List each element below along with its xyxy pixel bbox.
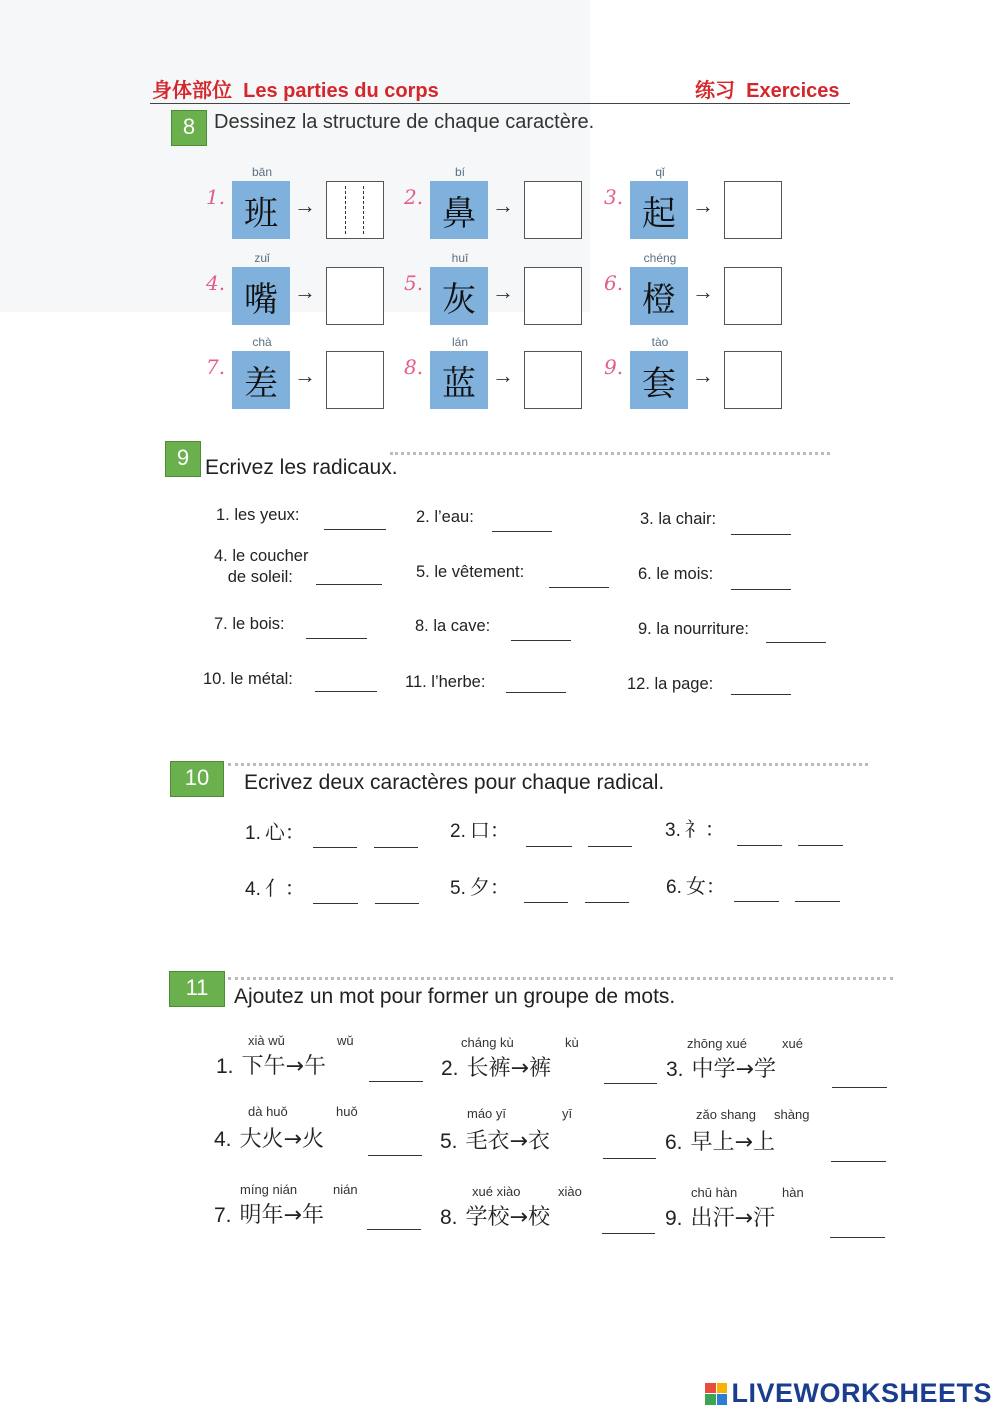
structure-item bbox=[404, 165, 594, 249]
answer-blank[interactable] bbox=[795, 901, 840, 902]
pinyin: máo yī bbox=[467, 1106, 507, 1121]
arrow-icon: → bbox=[692, 363, 714, 388]
word-transform: 大火→火 bbox=[239, 1127, 324, 1152]
radical-item bbox=[450, 871, 510, 900]
pinyin: tào bbox=[651, 335, 669, 349]
structure-item bbox=[404, 335, 594, 419]
answer-blank[interactable] bbox=[766, 642, 826, 643]
radical: 夕： bbox=[469, 875, 510, 899]
exercise-9-title: Ecrivez les radicaux. bbox=[205, 456, 398, 479]
logo-mark-icon bbox=[705, 1383, 727, 1405]
radical-item bbox=[666, 870, 726, 899]
answer-box[interactable] bbox=[724, 267, 782, 325]
item-number: 7. bbox=[206, 355, 226, 379]
item-number: 9. bbox=[604, 355, 624, 379]
answer-blank[interactable] bbox=[368, 1155, 422, 1156]
radical-question: 2. l’eau: bbox=[416, 508, 474, 526]
pinyin: hàn bbox=[782, 1185, 804, 1200]
word-item bbox=[666, 1052, 776, 1083]
pinyin: chéng bbox=[643, 251, 677, 265]
pinyin: shàng bbox=[774, 1107, 810, 1122]
word-item bbox=[440, 1200, 550, 1231]
radical: 心： bbox=[264, 820, 305, 844]
radical-question: 5. le vêtement: bbox=[416, 563, 525, 581]
pinyin: huī bbox=[451, 251, 469, 265]
item-number: 1. bbox=[245, 823, 261, 844]
header-divider bbox=[150, 103, 850, 104]
answer-box[interactable] bbox=[326, 267, 384, 325]
word-transform: 长裤→裤 bbox=[466, 1056, 551, 1081]
arrow-icon: → bbox=[294, 279, 316, 304]
item-number: 8. bbox=[440, 1206, 458, 1229]
pinyin: chà bbox=[252, 335, 272, 349]
exercise-11-badge: 11 bbox=[169, 971, 225, 1007]
answer-blank[interactable] bbox=[369, 1081, 423, 1082]
word-item bbox=[440, 1124, 550, 1155]
character-box: 套 bbox=[630, 351, 688, 409]
item-number: 7. bbox=[214, 1204, 232, 1227]
pinyin: bí bbox=[454, 165, 465, 179]
exercise-8-badge: 8 bbox=[171, 110, 207, 146]
structure-item bbox=[206, 165, 396, 249]
answer-blank[interactable] bbox=[831, 1161, 886, 1162]
radical-question: 11. l’herbe: bbox=[405, 673, 486, 691]
item-number: 1. bbox=[216, 1055, 234, 1078]
pinyin: kù bbox=[565, 1035, 579, 1050]
character-box: 橙 bbox=[630, 267, 688, 325]
page-title: 身体部位 Les parties du corps bbox=[152, 80, 439, 102]
answer-blank[interactable] bbox=[315, 691, 377, 692]
dotted-divider bbox=[228, 977, 893, 980]
radical-question: 7. le bois: bbox=[214, 615, 285, 633]
logo-text: LIVEWORKSHEETS bbox=[731, 1378, 992, 1408]
liveworksheets-logo bbox=[705, 1378, 992, 1409]
radical-item bbox=[450, 814, 510, 843]
pinyin: xiào bbox=[558, 1184, 582, 1199]
pinyin: xià wǔ bbox=[248, 1033, 285, 1048]
character-box: 鼻 bbox=[430, 181, 488, 239]
answer-box[interactable] bbox=[524, 351, 582, 409]
answer-blank[interactable] bbox=[588, 846, 632, 847]
radical: 口： bbox=[469, 818, 510, 842]
item-number: 4. bbox=[206, 271, 226, 295]
word-transform: 早上→上 bbox=[690, 1130, 775, 1155]
exercise-11-title: Ajoutez un mot pour former un groupe de mots. bbox=[234, 985, 676, 1008]
answer-blank[interactable] bbox=[313, 903, 358, 904]
arrow-icon: → bbox=[294, 363, 316, 388]
radical-question: 3. la chair: bbox=[640, 510, 717, 528]
answer-blank[interactable] bbox=[374, 847, 418, 848]
answer-blank[interactable] bbox=[306, 638, 367, 639]
item-number: 3. bbox=[665, 820, 681, 841]
answer-blank[interactable] bbox=[375, 903, 419, 904]
pinyin: zuǐ bbox=[254, 251, 270, 265]
structure-item bbox=[604, 335, 794, 419]
pinyin: huǒ bbox=[336, 1104, 358, 1119]
arrow-icon: → bbox=[492, 279, 514, 304]
radical-question: 9. la nourriture: bbox=[638, 620, 749, 638]
answer-blank[interactable] bbox=[830, 1237, 885, 1238]
dotted-divider bbox=[390, 452, 830, 455]
answer-box[interactable] bbox=[326, 181, 384, 239]
item-number: 5. bbox=[440, 1130, 458, 1153]
arrow-icon: → bbox=[294, 193, 316, 218]
pinyin: bān bbox=[251, 165, 273, 179]
exercise-10-title: Ecrivez deux caractères pour chaque radical. bbox=[244, 771, 665, 794]
answer-blank[interactable] bbox=[506, 692, 566, 693]
word-transform: 中学→学 bbox=[691, 1057, 776, 1082]
answer-blank[interactable] bbox=[734, 901, 779, 902]
structure-item bbox=[604, 251, 794, 335]
character-box: 灰 bbox=[430, 267, 488, 325]
dashed-guide bbox=[345, 186, 346, 234]
arrow-icon: → bbox=[492, 363, 514, 388]
dashed-guide bbox=[363, 186, 364, 234]
page-subtitle: 练习 Exercices bbox=[695, 80, 840, 102]
radical-question: 10. le métal: bbox=[203, 670, 293, 688]
structure-item bbox=[404, 251, 594, 335]
item-number: 6. bbox=[666, 877, 682, 898]
answer-blank[interactable] bbox=[604, 1083, 657, 1084]
word-item bbox=[214, 1198, 324, 1229]
answer-box[interactable] bbox=[724, 351, 782, 409]
answer-blank[interactable] bbox=[367, 1229, 421, 1230]
answer-blank[interactable] bbox=[324, 529, 386, 530]
pinyin: xué xiào bbox=[472, 1184, 521, 1199]
item-number: 4. bbox=[245, 879, 261, 900]
answer-blank[interactable] bbox=[798, 845, 843, 846]
radical-question: 12. la page: bbox=[627, 675, 714, 693]
answer-blank[interactable] bbox=[602, 1233, 655, 1234]
word-item bbox=[665, 1125, 775, 1156]
item-number: 5. bbox=[450, 878, 466, 899]
item-number: 8. bbox=[404, 355, 424, 379]
answer-blank[interactable] bbox=[731, 694, 791, 695]
radical-question: 8. la cave: bbox=[415, 617, 491, 635]
answer-blank[interactable] bbox=[492, 531, 552, 532]
word-transform: 毛衣→衣 bbox=[465, 1129, 550, 1154]
answer-box[interactable] bbox=[524, 181, 582, 239]
item-number: 2. bbox=[404, 185, 424, 209]
word-item bbox=[441, 1051, 551, 1082]
pinyin: qǐ bbox=[655, 165, 665, 179]
answer-blank[interactable] bbox=[313, 847, 357, 848]
word-item bbox=[665, 1201, 775, 1232]
character-box: 起 bbox=[630, 181, 688, 239]
character-box: 嘴 bbox=[232, 267, 290, 325]
radical: 女： bbox=[685, 874, 726, 898]
character-box: 蓝 bbox=[430, 351, 488, 409]
radical-item bbox=[665, 813, 725, 842]
radical-item bbox=[245, 872, 305, 901]
answer-blank[interactable] bbox=[524, 902, 568, 903]
pinyin: yī bbox=[562, 1106, 573, 1121]
radical: 亻： bbox=[264, 876, 305, 900]
structure-item bbox=[206, 251, 396, 335]
structure-item bbox=[604, 165, 794, 249]
pinyin: lán bbox=[451, 335, 468, 349]
pinyin: xué bbox=[782, 1036, 803, 1051]
item-number: 1. bbox=[206, 185, 226, 209]
word-transform: 下午→午 bbox=[241, 1054, 326, 1079]
word-transform: 明年→年 bbox=[239, 1203, 324, 1228]
item-number: 6. bbox=[665, 1131, 683, 1154]
dotted-divider bbox=[228, 763, 868, 766]
word-item bbox=[214, 1122, 324, 1153]
structure-item bbox=[206, 335, 396, 419]
radical: 礻： bbox=[684, 817, 725, 841]
exercise-8-title: Dessinez la structure de chaque caractère. bbox=[214, 111, 595, 133]
pinyin: zǎo shang bbox=[696, 1107, 756, 1122]
item-number: 3. bbox=[604, 185, 624, 209]
item-number: 6. bbox=[604, 271, 624, 295]
arrow-icon: → bbox=[692, 193, 714, 218]
pinyin: dà huǒ bbox=[248, 1104, 288, 1119]
item-number: 3. bbox=[666, 1058, 684, 1081]
answer-blank[interactable] bbox=[832, 1087, 887, 1088]
answer-blank[interactable] bbox=[731, 589, 791, 590]
pinyin: míng nián bbox=[240, 1182, 298, 1197]
arrow-icon: → bbox=[492, 193, 514, 218]
item-number: 2. bbox=[450, 821, 466, 842]
item-number: 2. bbox=[441, 1057, 459, 1080]
answer-box[interactable] bbox=[524, 267, 582, 325]
answer-blank[interactable] bbox=[585, 902, 629, 903]
answer-blank[interactable] bbox=[526, 846, 572, 847]
character-box: 班 bbox=[232, 181, 290, 239]
radical-question: 4. le coucher de soleil: bbox=[214, 547, 309, 586]
pinyin: cháng kù bbox=[461, 1035, 514, 1050]
answer-box[interactable] bbox=[724, 181, 782, 239]
exercise-10-badge: 10 bbox=[170, 761, 224, 797]
pinyin: nián bbox=[333, 1182, 358, 1197]
answer-box[interactable] bbox=[326, 351, 384, 409]
word-transform: 学校→校 bbox=[465, 1205, 550, 1230]
answer-blank[interactable] bbox=[316, 584, 382, 585]
word-item bbox=[216, 1049, 326, 1080]
exercise-9-badge: 9 bbox=[165, 441, 201, 477]
arrow-icon: → bbox=[692, 279, 714, 304]
answer-blank[interactable] bbox=[603, 1158, 656, 1159]
radical-item bbox=[245, 816, 305, 845]
character-box: 差 bbox=[232, 351, 290, 409]
radical-question: 6. le mois: bbox=[638, 565, 714, 583]
item-number: 5. bbox=[404, 271, 424, 295]
pinyin: chū hàn bbox=[691, 1185, 738, 1200]
item-number: 9. bbox=[665, 1207, 683, 1230]
answer-blank[interactable] bbox=[511, 640, 571, 641]
pinyin: wǔ bbox=[337, 1033, 354, 1048]
item-number: 4. bbox=[214, 1128, 232, 1151]
word-transform: 出汗→汗 bbox=[690, 1206, 775, 1231]
answer-blank[interactable] bbox=[549, 587, 609, 588]
pinyin: zhōng xué bbox=[687, 1036, 747, 1051]
answer-blank[interactable] bbox=[737, 845, 782, 846]
radical-question: 1. les yeux: bbox=[216, 506, 300, 524]
answer-blank[interactable] bbox=[731, 534, 791, 535]
